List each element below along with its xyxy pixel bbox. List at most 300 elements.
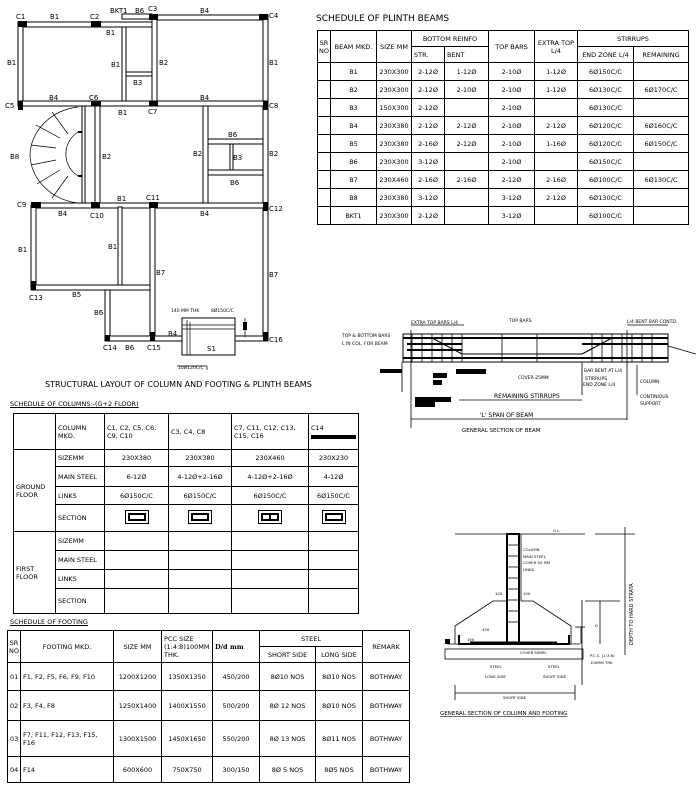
beam-label: B4: [200, 7, 210, 15]
table-cell: 1-12Ø: [445, 63, 489, 81]
table-cell: 3-12Ø: [489, 189, 535, 207]
label-in-column: L IN COL. FOR BEAM: [342, 342, 388, 347]
beam-label: B1: [108, 243, 118, 251]
slab-thickness: 140 MM THK: [171, 309, 200, 314]
table-cell: 500/200: [213, 691, 260, 721]
table-cell: 1-12Ø: [535, 63, 578, 81]
label-top-bars: TOP BARS: [509, 319, 532, 324]
header-pcc-size: PCC SIZE (1:4:8)100MM THK.: [162, 631, 213, 663]
slab-bottom-steel: 10Ø120C/C: [178, 366, 204, 371]
table-cell: 230X300: [377, 153, 412, 171]
table-row: [318, 153, 689, 171]
table-cell: [105, 570, 169, 589]
table-cell: [445, 207, 489, 225]
table-cell: 6Ø170C/C: [634, 81, 689, 99]
header-str: STR.: [412, 47, 445, 63]
c14-label: C14: [311, 424, 324, 432]
table-cell: [309, 589, 359, 614]
label-cover: COVER-25MM: [518, 376, 549, 381]
table-cell: 550/200: [213, 721, 260, 757]
table-cell: 2-10Ø: [489, 99, 535, 117]
table-cell: 2-16Ø: [412, 171, 445, 189]
label-cover: COVER 50 MM: [523, 560, 551, 565]
table-cell: 4-12Ø: [309, 467, 359, 487]
header-group-3: C7, C11, C12, C13, C15, C16: [232, 414, 309, 450]
table-cell: B5: [331, 135, 377, 153]
table-cell: 3-12Ø: [489, 207, 535, 225]
table-cell: [105, 532, 169, 551]
table-row: [318, 99, 689, 117]
label-extra-top-bars: EXTRA TOP BARS L/4: [411, 321, 458, 326]
table-cell: [232, 551, 309, 570]
table-cell: B4: [331, 117, 377, 135]
header-size: SIZE MM: [377, 31, 412, 63]
table-cell: 2-12Ø: [412, 99, 445, 117]
beam-label: B4: [168, 330, 178, 338]
table-cell: 230X460: [232, 450, 309, 467]
header-group-2: C3, C4, C8: [169, 414, 232, 450]
label-ground-level: G.L.: [553, 528, 561, 533]
dim-450: 450: [482, 627, 490, 632]
table-cell: B7: [331, 171, 377, 189]
header-remaining: REMAINING: [634, 47, 689, 63]
table-cell: SECTION: [56, 505, 105, 532]
column-label: C7: [148, 108, 158, 116]
label-column: COLUMN: [523, 547, 540, 552]
table-cell: [318, 99, 331, 117]
table-cell: 1450X1650: [162, 721, 213, 757]
floor-label: FIRST FLOOR: [14, 532, 56, 614]
header-long-side: LONG SIDE: [316, 647, 363, 663]
column-label: C9: [17, 201, 27, 209]
table-cell: 8Ø10 NOS: [316, 691, 363, 721]
table-cell: 8Ø11 NOS: [316, 721, 363, 757]
footing-schedule-table: [7, 630, 410, 783]
column-label: C1: [16, 13, 26, 21]
header-beam-mkd: BEAM MKD.: [331, 31, 377, 63]
beam-label: B1: [50, 13, 60, 21]
table-row: [318, 135, 689, 153]
table-cell: 8Ø 5 NOS: [260, 757, 316, 783]
table-cell: F1, F2, F5, F6, F9, F10: [21, 663, 114, 691]
column-section-icon: [125, 510, 149, 524]
label-cover-50: COVER 50MM: [520, 650, 546, 655]
slab-top-steel: 8Ø150C/C: [211, 309, 234, 314]
beam-label: B6: [228, 131, 238, 139]
table-cell: [105, 551, 169, 570]
table-cell: 2-12Ø: [445, 117, 489, 135]
column-section-icon: [322, 510, 346, 524]
header-steel: STEEL: [260, 631, 363, 647]
table-cell: 2-10Ø: [445, 81, 489, 99]
table-cell: 230X300: [377, 63, 412, 81]
table-cell: 2-12Ø: [445, 135, 489, 153]
table-cell: [318, 153, 331, 171]
label-stirrups: STIRRUPS: [585, 377, 608, 382]
beam-label: B2: [102, 153, 112, 161]
beam-label: B1: [106, 29, 116, 37]
table-cell: 230X300: [377, 81, 412, 99]
table-cell: LINKS: [56, 487, 105, 505]
header-size: SIZE MM: [114, 631, 162, 663]
label-end-zone: END ZONE L/4: [583, 383, 616, 388]
table-cell: 230X380: [377, 135, 412, 153]
table-cell: 230X380: [169, 450, 232, 467]
table-cell: [309, 551, 359, 570]
header-remark: REMARK: [363, 631, 410, 663]
table-cell: 4-12Ø+2-16Ø: [232, 467, 309, 487]
beam-label: B7: [269, 271, 279, 279]
table-cell: 8Ø5 NOS: [316, 757, 363, 783]
table-cell: [318, 189, 331, 207]
table-cell: [318, 135, 331, 153]
table-cell: B3: [331, 99, 377, 117]
column-label: C14: [103, 344, 117, 352]
beam-label: B4: [200, 210, 210, 218]
dim-100-left: 100: [495, 591, 503, 596]
header-stirrups: STIRRUPS: [578, 31, 689, 47]
table-row: [318, 171, 689, 189]
table-cell: 6Ø130C/C: [578, 99, 634, 117]
table-row: [318, 81, 689, 99]
label-links: LINKS: [523, 567, 534, 572]
structural-plan: [0, 0, 300, 400]
table-cell: 1-12Ø: [535, 81, 578, 99]
column-label: C6: [89, 94, 99, 102]
table-cell: 2-10Ø: [489, 63, 535, 81]
table-row: [14, 450, 359, 467]
table-cell: 6Ø150C/C: [105, 487, 169, 505]
table-cell: [318, 207, 331, 225]
table-cell: B2: [331, 81, 377, 99]
table-cell: [318, 63, 331, 81]
table-cell: 230X380: [377, 117, 412, 135]
beam-label: B2: [193, 150, 203, 158]
footing-schedule-title: SCHEDULE OF FOOTING: [10, 618, 88, 626]
table-cell: B6: [331, 153, 377, 171]
column-section-icon: [258, 510, 282, 524]
table-cell: SIZEMM: [56, 532, 105, 551]
plinth-beam-schedule-table: [317, 30, 689, 225]
table-row: [14, 487, 359, 505]
footing-section-drawing: [435, 525, 695, 725]
table-cell: 6-12Ø: [105, 467, 169, 487]
table-cell: B8: [331, 189, 377, 207]
label-main-steel: MAIN STEEL: [523, 554, 546, 559]
header-short-side: SHORT SIDE: [260, 647, 316, 663]
beam-label: B6: [230, 179, 240, 187]
table-cell: 6Ø100C/C: [578, 207, 634, 225]
table-cell: [232, 589, 309, 614]
table-cell: 600X600: [114, 757, 162, 783]
slab-label: S1: [207, 345, 216, 353]
table-cell: [535, 99, 578, 117]
table-cell: [634, 189, 689, 207]
table-cell: [105, 589, 169, 614]
column-label: C2: [90, 13, 100, 21]
label-bent-at: BAR BENT AT L/4: [584, 369, 622, 374]
table-cell: 2-10Ø: [489, 117, 535, 135]
table-row: [318, 63, 689, 81]
beam-label: B3: [133, 79, 143, 87]
table-cell: 03: [8, 721, 21, 757]
beam-label: B1: [269, 59, 279, 67]
label-continuous: CONTINIOUS: [640, 395, 669, 400]
table-cell: 2-12Ø: [412, 117, 445, 135]
table-cell: [232, 570, 309, 589]
table-cell: 230X300: [377, 207, 412, 225]
beam-label: B5: [72, 291, 82, 299]
table-cell: [318, 171, 331, 189]
table-cell: 8Ø 13 NOS: [260, 721, 316, 757]
beam-label: BKT1: [110, 7, 128, 15]
column-label: C16: [269, 336, 283, 344]
table-cell: 2-12Ø: [412, 207, 445, 225]
table-cell: [634, 63, 689, 81]
table-cell: BOTHWAY: [363, 721, 410, 757]
column-label: C15: [147, 344, 161, 352]
table-cell: 2-16Ø: [535, 171, 578, 189]
table-cell: 2-12Ø: [535, 117, 578, 135]
table-cell: [309, 532, 359, 551]
beam-label: B2: [269, 150, 279, 158]
column-label: C10: [90, 212, 104, 220]
table-cell: [318, 117, 331, 135]
table-cell: 6Ø130C/C: [634, 171, 689, 189]
header-group-4: [309, 414, 359, 450]
table-cell: [169, 589, 232, 614]
label-remaining-stirrups: REMAINING STIRRUPS: [494, 393, 560, 400]
dim-100-right: 100: [523, 591, 531, 596]
table-cell: 2-12Ø: [489, 171, 535, 189]
label-long-side: LONG SIDE: [485, 674, 506, 679]
beam-label: B8: [10, 153, 20, 161]
table-cell: [445, 99, 489, 117]
table-row: [14, 467, 359, 487]
table-cell: 3-12Ø: [412, 189, 445, 207]
table-cell: F14: [21, 757, 114, 783]
table-cell: 150X300: [377, 99, 412, 117]
table-cell: 750X750: [162, 757, 213, 783]
table-cell: [232, 532, 309, 551]
table-row: [14, 589, 359, 614]
table-cell: 02: [8, 691, 21, 721]
label-pcc-thk: 100MM THK: [590, 660, 613, 665]
label-short-side-dim: SHORT SIDE: [503, 695, 526, 700]
table-row: [14, 505, 359, 532]
table-row: [8, 721, 410, 757]
label-bent-bar: L/4 BENT BAR CONTD.: [627, 320, 678, 325]
table-cell: 1200X1200: [114, 663, 162, 691]
table-row: [8, 757, 410, 783]
table-cell: 8Ø10 NOS: [316, 663, 363, 691]
beam-label: B1: [18, 246, 28, 254]
column-label: C4: [269, 12, 279, 20]
column-section-icon: [232, 505, 309, 532]
table-cell: 230X230: [309, 450, 359, 467]
column-section-icon: [188, 510, 212, 524]
table-cell: [535, 153, 578, 171]
header-footing-mkd: FOOTING MKD.: [21, 631, 114, 663]
table-cell: 6Ø130C/C: [578, 81, 634, 99]
table-row: [318, 207, 689, 225]
beam-label: B2: [159, 59, 169, 67]
table-cell: 6Ø130C/C: [578, 189, 634, 207]
table-cell: [634, 153, 689, 171]
table-cell: [445, 153, 489, 171]
table-row: [14, 551, 359, 570]
table-cell: [169, 570, 232, 589]
table-cell: MAIN STEEL: [56, 467, 105, 487]
table-cell: BOTHWAY: [363, 663, 410, 691]
header-column-mkd: COLUMN MKD.: [56, 414, 105, 450]
dim-150: 150: [467, 637, 475, 642]
table-cell: [309, 570, 359, 589]
table-cell: 6Ø160C/C: [634, 117, 689, 135]
label-top-bottom-bars: TOP & BOTTOM BARS: [342, 334, 391, 339]
beam-label: B1: [118, 109, 128, 117]
table-cell: SIZEMM: [56, 450, 105, 467]
table-cell: 1400X1550: [162, 691, 213, 721]
label-D: D: [595, 623, 598, 628]
label-hard-strata: DEPTH TO HARD STRATA: [629, 583, 635, 645]
plinth-schedule-title: SCHEDULE OF PLINTH BEAMS: [316, 14, 450, 24]
column-label: C8: [269, 102, 279, 110]
header-dd: D/d mm: [213, 631, 260, 663]
beam-label: B1: [111, 61, 121, 69]
beam-label: B6: [94, 309, 104, 317]
table-cell: 230X460: [377, 171, 412, 189]
table-cell: 6Ø150C/C: [634, 135, 689, 153]
table-cell: BOTHWAY: [363, 757, 410, 783]
table-cell: [318, 81, 331, 99]
table-row: [318, 189, 689, 207]
table-cell: 2-12Ø: [535, 189, 578, 207]
table-cell: 6Ø150C/C: [578, 63, 634, 81]
column-label: C11: [146, 194, 160, 202]
table-cell: 01: [8, 663, 21, 691]
table-cell: 8Ø 12 NOS: [260, 691, 316, 721]
header-group-1: C1, C2, C5, C6, C9, C10: [105, 414, 169, 450]
table-cell: 04: [8, 757, 21, 783]
table-cell: 2-12Ø: [412, 81, 445, 99]
table-cell: MAIN STEEL: [56, 551, 105, 570]
table-cell: 1300X1500: [114, 721, 162, 757]
label-pcc: P.C.C. (1:3:6): [590, 653, 615, 658]
table-cell: 2-12Ø: [412, 63, 445, 81]
table-row: [14, 532, 359, 551]
table-cell: 2-10Ø: [489, 135, 535, 153]
table-cell: 6Ø120C/C: [578, 135, 634, 153]
table-cell: 6Ø150C/C: [309, 487, 359, 505]
table-cell: [169, 551, 232, 570]
header-bent: BENT: [445, 47, 489, 63]
beam-label: B6: [135, 7, 145, 15]
column-section-icon: [169, 505, 232, 532]
table-cell: 6Ø120C/C: [578, 117, 634, 135]
header-sr: SR NO: [318, 31, 331, 63]
column-label: C13: [29, 294, 43, 302]
table-cell: [634, 207, 689, 225]
table-cell: 2-16Ø: [412, 135, 445, 153]
label-steel-short: STEEL: [548, 664, 560, 669]
table-cell: 6Ø150C/C: [578, 153, 634, 171]
table-row: [318, 117, 689, 135]
table-cell: 1-16Ø: [535, 135, 578, 153]
plan-title: STRUCTURAL LAYOUT OF COLUMN AND FOOTING & PLINTH BEAMS: [45, 380, 312, 389]
header-bottom-reinfo: BOTTOM REINFO: [412, 31, 489, 47]
column-schedule-table: [13, 413, 359, 614]
table-cell: 1250X1400: [114, 691, 162, 721]
table-cell: [445, 189, 489, 207]
empty-cell: [14, 414, 56, 450]
beam-label: B1: [7, 59, 17, 67]
beam-label: B3: [233, 154, 243, 162]
table-cell: BKT1: [331, 207, 377, 225]
table-cell: BOTHWAY: [363, 691, 410, 721]
table-cell: 300/150: [213, 757, 260, 783]
label-steel-long: STEEL: [490, 664, 502, 669]
table-cell: 6Ø150C/C: [232, 487, 309, 505]
table-cell: 6Ø100C/C: [578, 171, 634, 189]
table-row: [8, 691, 410, 721]
table-cell: 2-10Ø: [489, 153, 535, 171]
beam-label: B4: [49, 94, 59, 102]
table-row: [8, 663, 410, 691]
table-cell: 230X380: [377, 189, 412, 207]
label-support: SUPPORT: [640, 402, 661, 407]
column-label: C12: [269, 205, 283, 213]
header-end-zone: END ZONE L/4: [578, 47, 634, 63]
table-cell: B1: [331, 63, 377, 81]
footing-section-title: GENERAL SECTION OF COLUMN AND FOOTING: [440, 711, 568, 717]
beam-section-drawing: [312, 310, 696, 440]
header-top-bars: TOP BARS: [489, 31, 535, 63]
table-cell: LINKS: [56, 570, 105, 589]
table-cell: [634, 99, 689, 117]
table-cell: 8Ø10 NOS: [260, 663, 316, 691]
beam-section-title: GENERAL SECTION OF BEAM: [462, 428, 541, 434]
table-cell: 6Ø150C/C: [169, 487, 232, 505]
beam-label: B1: [117, 195, 127, 203]
column-label: C3: [148, 5, 158, 13]
table-cell: SECTION: [56, 589, 105, 614]
beam-label: B4: [58, 210, 68, 218]
header-extra-top: EXTRA TOP L/4: [535, 31, 578, 63]
table-cell: [535, 207, 578, 225]
column-section-icon: [309, 505, 359, 532]
table-cell: 230X380: [105, 450, 169, 467]
table-cell: 2-10Ø: [489, 81, 535, 99]
floor-label: GROUND FLOOR: [14, 450, 56, 532]
table-cell: F7, F11, F12, F13, F15, F16: [21, 721, 114, 757]
label-span: 'L' SPAN OF BEAM: [480, 412, 534, 419]
table-cell: [169, 532, 232, 551]
table-cell: F3, F4, F8: [21, 691, 114, 721]
table-cell: 450/200: [213, 663, 260, 691]
table-row: [14, 570, 359, 589]
table-cell: 2-16Ø: [445, 171, 489, 189]
column-schedule-title: SCHEDULE OF COLUMNS:-(G+2 FLOOR): [10, 400, 139, 408]
beam-label: B6: [125, 344, 135, 352]
column-section-icon: [105, 505, 169, 532]
column-label: C5: [5, 102, 15, 110]
table-cell: 3-12Ø: [412, 153, 445, 171]
table-cell: 4-12Ø+2-16Ø: [169, 467, 232, 487]
label-short-side: SHORT SIDE: [543, 674, 566, 679]
header-sr: SR NO: [8, 631, 21, 663]
beam-label: B7: [156, 269, 166, 277]
